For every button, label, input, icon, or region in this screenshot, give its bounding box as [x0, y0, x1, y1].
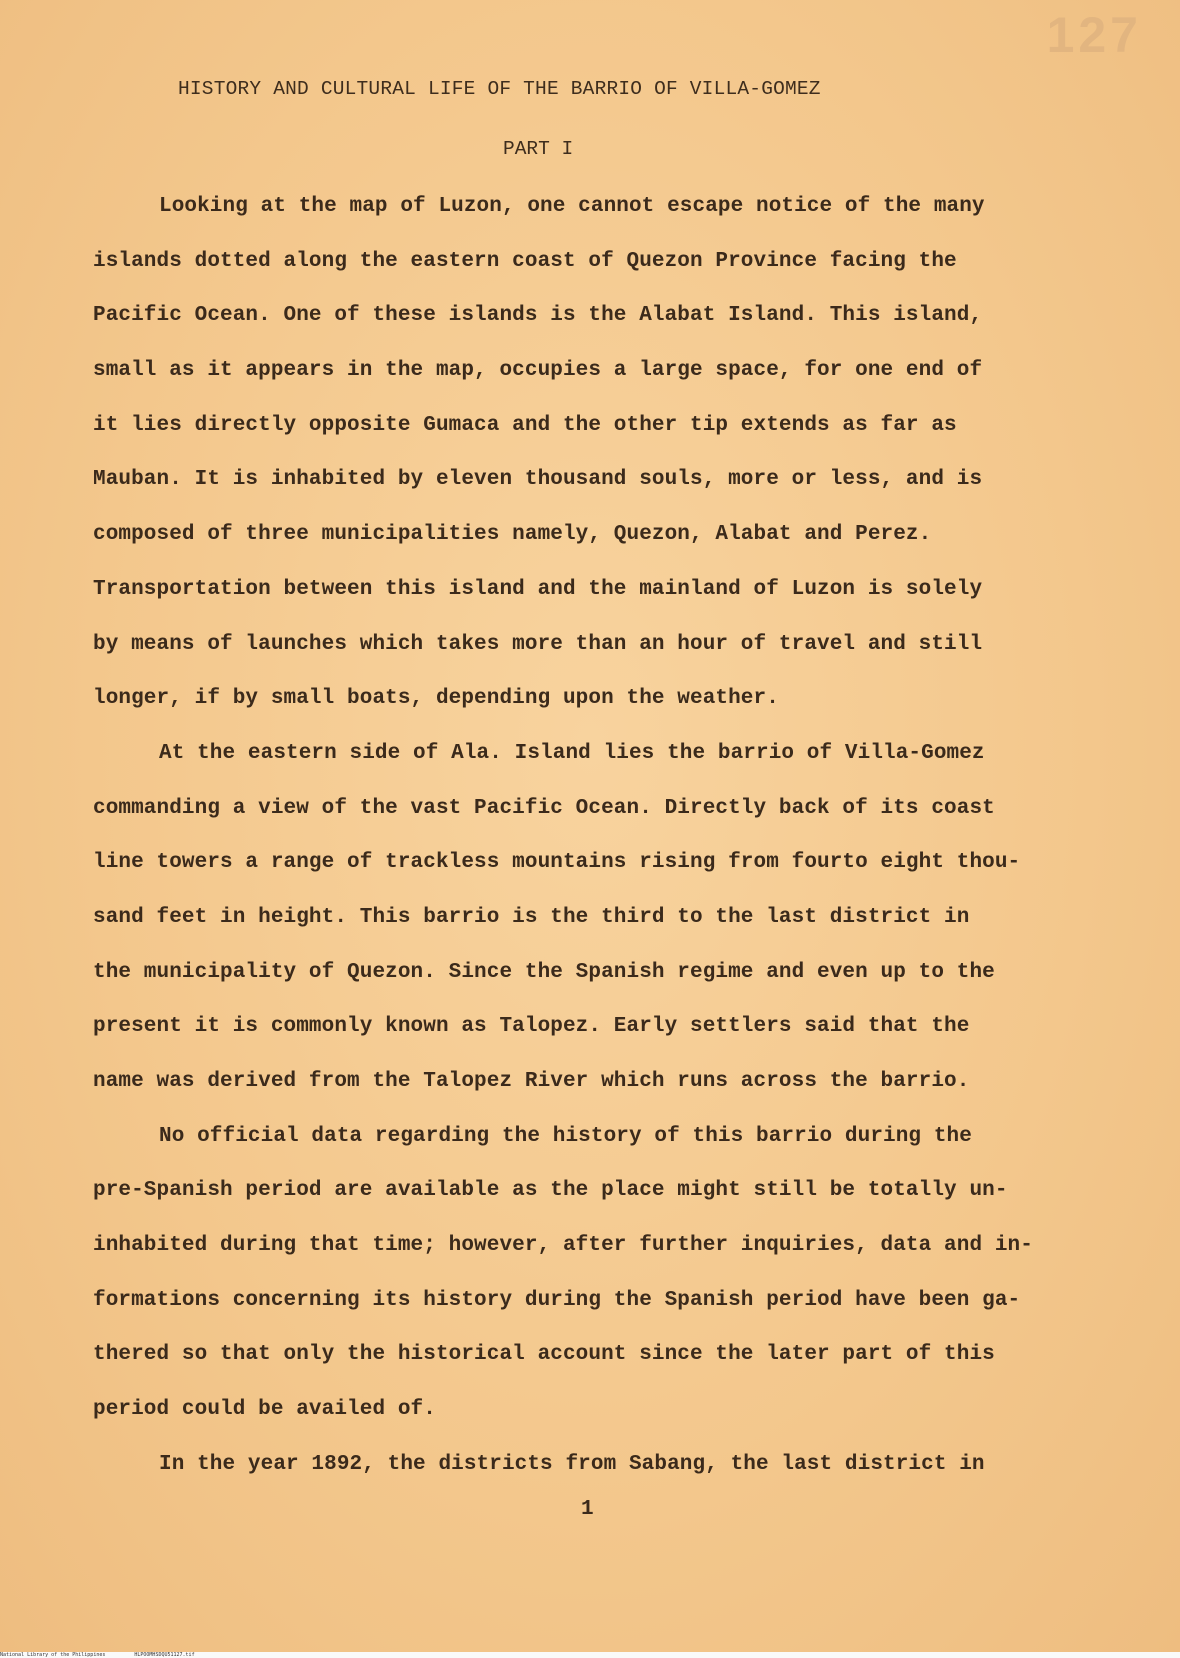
document-body	[93, 180, 1093, 1493]
text-line: composed of three municipalities namely, Quezon, Alabat and Perez.	[93, 523, 932, 547]
text-line: Looking at the map of Luzon, one cannot escape notice of the many	[159, 195, 985, 218]
text-line: Pacific Ocean. One of these islands is the Alabat Island. This island,	[93, 304, 983, 328]
text-line: inhabited during that time; however, after further inquiries, data and in-	[93, 1234, 1033, 1258]
text-line: At the eastern side of Ala. Island lies the barrio of Villa-Gomez	[159, 741, 985, 765]
footer-file-id: HLPOOMHSDQU51127.tif	[134, 1652, 195, 1658]
text-line: commanding a view of the vast Pacific Ocean. Directly back of its coast	[93, 796, 995, 820]
text-line: In the year 1892, the districts from Sabang, the last district in	[159, 1452, 985, 1476]
text-line: islands dotted along the eastern coast of Quezon Province facing the	[93, 249, 957, 273]
text-line: Transportation between this island and the mainland of Luzon is solely	[93, 577, 983, 601]
text-line: period could be availed of.	[93, 1398, 436, 1422]
text-line: the municipality of Quezon. Since the Spanish regime and even up to the	[93, 960, 995, 984]
text-line: formations concerning its history during the Spanish period have been ga-	[93, 1288, 1021, 1312]
footer-library: National Library of the Philippines	[0, 1652, 106, 1658]
text-line: by means of launches which takes more than an hour of travel and still	[93, 632, 983, 656]
text-line: Mauban. It is inhabited by eleven thousand souls, more or less, and is	[93, 468, 983, 492]
text-line: longer, if by small boats, depending upon the weather.	[93, 687, 779, 711]
text-line: line towers a range of trackless mountains rising from fourto eight thou-	[93, 851, 1021, 875]
text-line: name was derived from the Talopez River which runs across the barrio.	[93, 1070, 970, 1093]
part-heading: PART I	[503, 138, 574, 160]
text-line: No official data regarding the history of this barrio during the	[159, 1124, 972, 1148]
page-number: 1	[581, 1498, 594, 1521]
text-line: sand feet in height. This barrio is the third to the last district in	[93, 905, 970, 929]
document-title: HISTORY AND CULTURAL LIFE OF THE BARRIO OF VILLA-GOMEZ	[178, 78, 821, 100]
text-line: it lies directly opposite Gumaca and the other tip extends as far as	[93, 413, 957, 437]
page-stamp-number: 127	[1046, 7, 1142, 63]
scan-footer	[0, 1652, 1180, 1658]
text-line: small as it appears in the map, occupies a large space, for one end of	[93, 359, 983, 383]
text-line: pre-Spanish period are available as the place might still be totally un-	[93, 1179, 1008, 1203]
text-line: present it is commonly known as Talopez. Early settlers said that the	[93, 1015, 970, 1039]
text-line: thered so that only the historical account since the later part of this	[93, 1343, 995, 1367]
